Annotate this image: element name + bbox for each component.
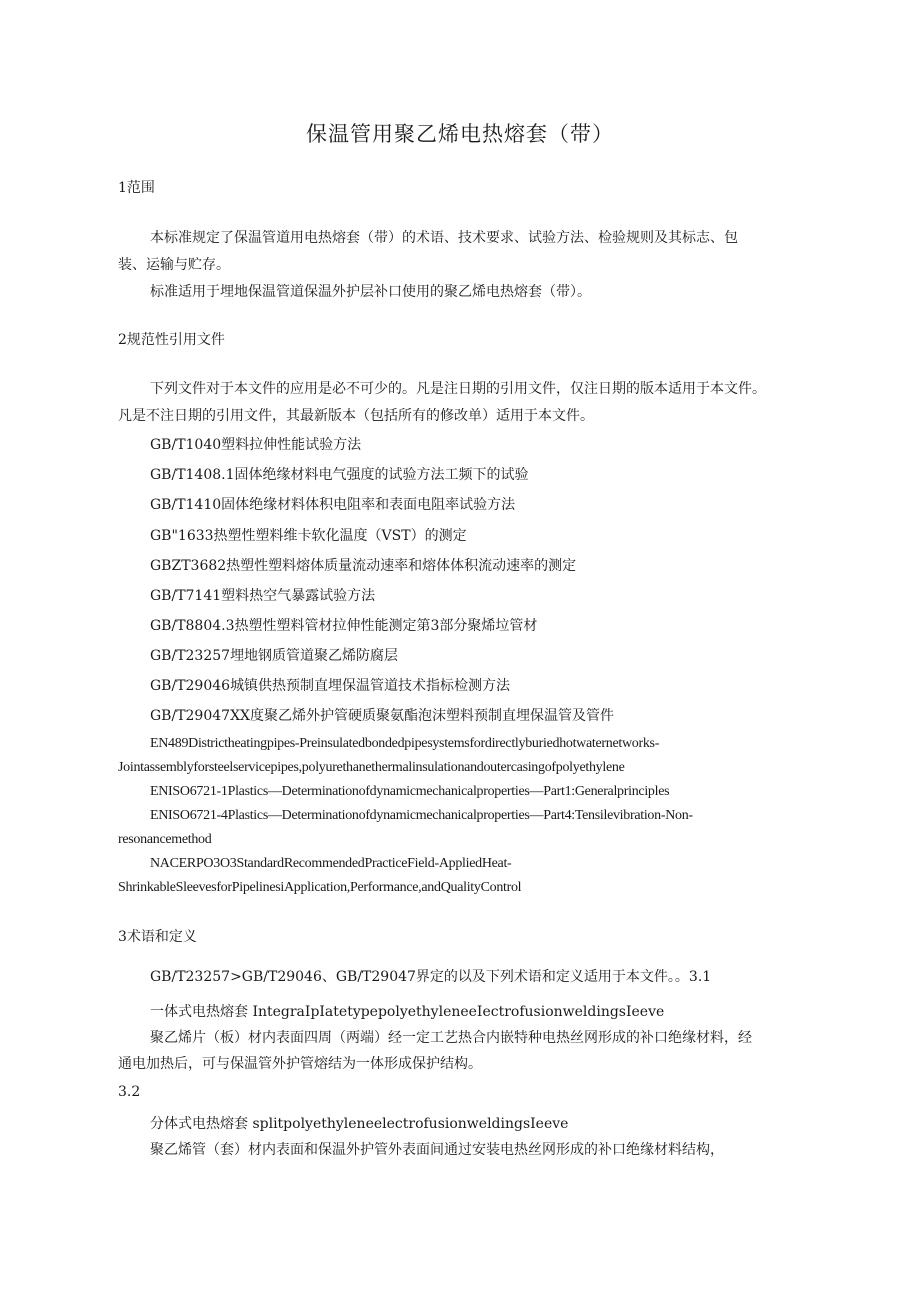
section-2-heading: 2规范性引用文件 <box>118 332 225 348</box>
reference-item: GB/T1408.1固体绝缘材料电气强度的试验方法工频下的试验 <box>150 467 529 483</box>
reference-item: GB/T23257埋地钢质管道聚乙烯防腐层 <box>150 648 399 664</box>
reference-en489-line-1: EN489Districtheatingpipes-Preinsulatedbondedpipesystemsfordirectlyburiedhotwaternetworks- <box>150 736 660 751</box>
reference-item: GB/T8804.3热塑性塑料管材拉伸性能测定第3部分聚烯垃管材 <box>150 618 538 634</box>
reference-item: GB"1633热塑性塑料维卡软化温度（VST）的测定 <box>150 528 467 544</box>
reference-iso6721-1: ENISO6721-1Plastics—Determinationofdynamicmechanicalproperties—Part1:Generalprinciples <box>150 784 670 799</box>
section-1-paragraph-1-line-2: 装、运输与贮存。 <box>118 257 230 273</box>
section-1-paragraph-2: 标准适用于埋地保温管道保温外护层补口使用的聚乙烯电热熔套（带）。 <box>150 284 591 300</box>
reference-item: GB/T7141塑料热空气暴露试验方法 <box>150 588 376 604</box>
section-3-intro: GB/T23257>GB/T29046、GB/T29047界定的以及下列术语和定义适用于本文件。。3.1 <box>150 969 712 985</box>
section-2-paragraph-line-2: 凡是不注日期的引用文件，其最新版本（包括所有的修改单）适用于本文件。 <box>118 408 594 424</box>
section-1-heading: 1范围 <box>118 180 155 196</box>
reference-nace-line-1: NACERPO3O3StandardRecommendedPracticeField-AppliedHeat- <box>150 856 512 871</box>
reference-en489-line-2: Jointassemblyforsteelservicepipes,polyurethanethermalinsulationandoutercasingofpolyethylene <box>118 760 625 775</box>
reference-iso6721-4-line-1: ENISO6721-4Plastics—Determinationofdynamicmechanicalproperties—Part4:Tensilevibration-Non- <box>150 808 693 823</box>
section-3-heading: 3术语和定义 <box>118 929 197 945</box>
document-title: 保温管用聚乙烯电热熔套（带） <box>306 122 614 146</box>
definition-3-1-line-2: 通电加热后，可与保温管外护管熔结为一体形成保护结构。 <box>118 1056 482 1072</box>
term-number-3-2: 3.2 <box>118 1084 141 1100</box>
reference-nace-line-2: ShrinkableSleevesforPipelinesiApplication,Performance,andQualityControl <box>118 880 522 895</box>
reference-item: GB/T1410固体绝缘材料体积电阻率和表面电阻率试验方法 <box>150 497 516 513</box>
term-3-1: 一体式电热熔套 IntegraIpIatetypepolyethyleneeIectrofusionweldingsIeeve <box>150 1004 665 1020</box>
definition-3-2: 聚乙烯管（套）材内表面和保温外护管外表面间通过安装电热丝网形成的补口绝缘材料结构， <box>150 1142 724 1158</box>
reference-item: GBZT3682热塑性塑料熔体质量流动速率和熔体体积流动速率的测定 <box>150 558 577 574</box>
reference-item: GB/T29046城镇供热预制直埋保温管道技术指标检测方法 <box>150 678 511 694</box>
reference-iso6721-4-line-2: resonancemethod <box>118 832 212 847</box>
term-3-2: 分体式电热熔套 splitpolyethyleneelectrofusionweldingsIeeve <box>150 1116 569 1132</box>
section-2-paragraph-line-1: 下列文件对于本文件的应用是必不可少的。凡是注日期的引用文件，仅注日期的版本适用于本文件。 <box>150 381 766 397</box>
reference-item: GB/T1040塑料拉伸性能试验方法 <box>150 437 362 453</box>
section-1-paragraph-1-line-1: 本标准规定了保温管道用电热熔套（带）的术语、技术要求、试验方法、检验规则及其标志、包 <box>150 230 738 246</box>
definition-3-1-line-1: 聚乙烯片（板）材内表面四周（两端）经一定工艺热合内嵌特种电热丝网形成的补口绝缘材料，经 <box>150 1030 752 1046</box>
reference-item: GB/T29047XX度聚乙烯外护管硬质聚氨酯泡沫塑料预制直埋保温管及管件 <box>150 708 614 724</box>
